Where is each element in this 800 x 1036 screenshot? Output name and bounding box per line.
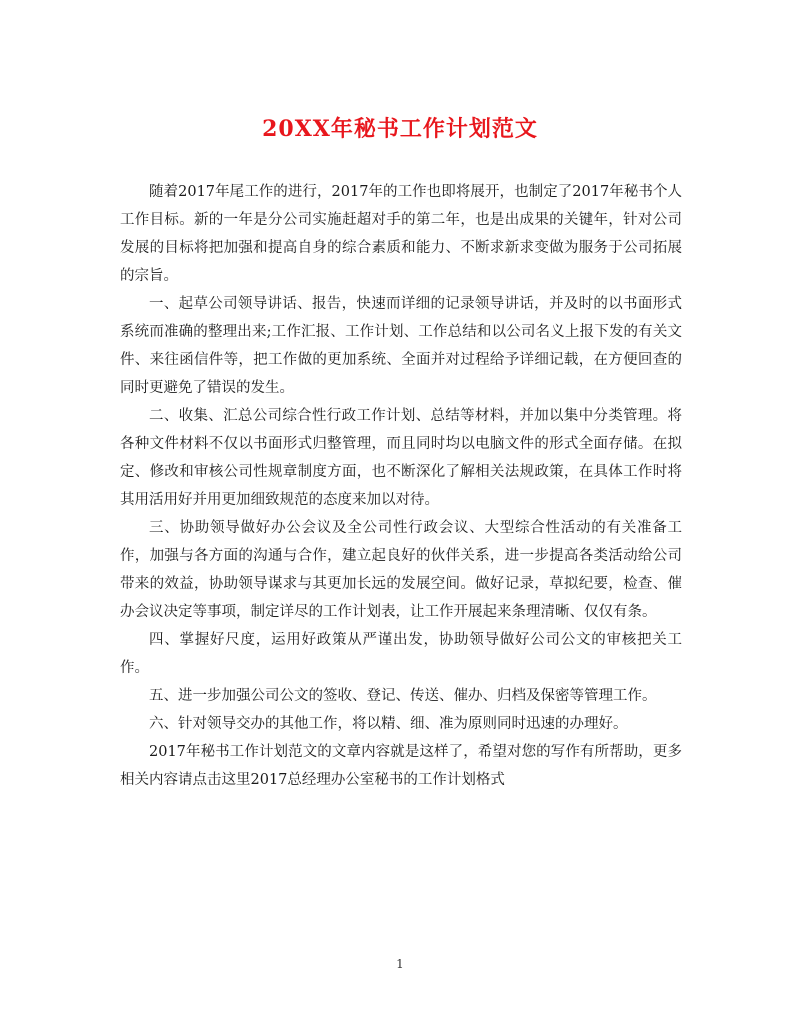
paragraph-item-2: 二、收集、汇总公司综合性行政工作计划、总结等材料，并加以集中分类管理。将各种文件材料不仅以书面形式归整管理，而且同时均以电脑文件的形式全面存储。在拟定、修改和审核公司性规章制度方面，也不断深化了解相关法规政策，在具体工作时将其用活用好并用更加细致规范的态度来加以对待。	[120, 408, 682, 508]
document-body	[120, 178, 682, 794]
paragraph-item-6: 六、针对领导交办的其他工作，将以精、细、准为原则同时迅速的办理好。	[149, 716, 628, 732]
paragraph-item-4: 四、掌握好尺度，运用好政策从严谨出发，协助领导做好公司公文的审核把关工作。	[120, 632, 682, 676]
paragraph-item-1: 一、起草公司领导讲话、报告，快速而详细的记录领导讲话，并及时的以书面形式系统而准确的整理出来;工作汇报、工作计划、工作总结和以公司名义上报下发的有关文件、来往函信件等，把工作做的更加系统、全面并对过程给予详细记载，在方便回查的同时更避免了错误的发生。	[120, 296, 682, 396]
page-number: 1	[396, 957, 404, 971]
paragraph-item-5: 五、进一步加强公司公文的签收、登记、传送、催办、归档及保密等管理工作。	[149, 688, 657, 704]
paragraph-item-3: 三、协助领导做好办公会议及全公司性行政会议、大型综合性活动的有关准备工作，加强与各方面的沟通与合作，建立起良好的伙伴关系，进一步提高各类活动给公司带来的效益，协助领导谋求与其更加长远的发展空间。做好记录，草拟纪要，检查、催办会议决定等事项，制定详尽的工作计划表，让工作开展起来条理清晰、仅仅有条。	[120, 520, 682, 620]
paragraph-closing: 2017年秘书工作计划范文的文章内容就是这样了，希望对您的写作有所帮助，更多相关内容请点击这里2017总经理办公室秘书的工作计划格式	[120, 744, 682, 788]
paragraph-intro: 随着2017年尾工作的进行，2017年的工作也即将展开，也制定了2017年秘书个人工作目标。新的一年是分公司实施赶超对手的第二年，也是出成果的关键年，针对公司发展的目标将把加强和提高自身的综合素质和能力、不断求新求变做为服务于公司拓展的宗旨。	[120, 184, 682, 284]
document-title: 20XX年秘书工作计划范文	[262, 116, 538, 142]
